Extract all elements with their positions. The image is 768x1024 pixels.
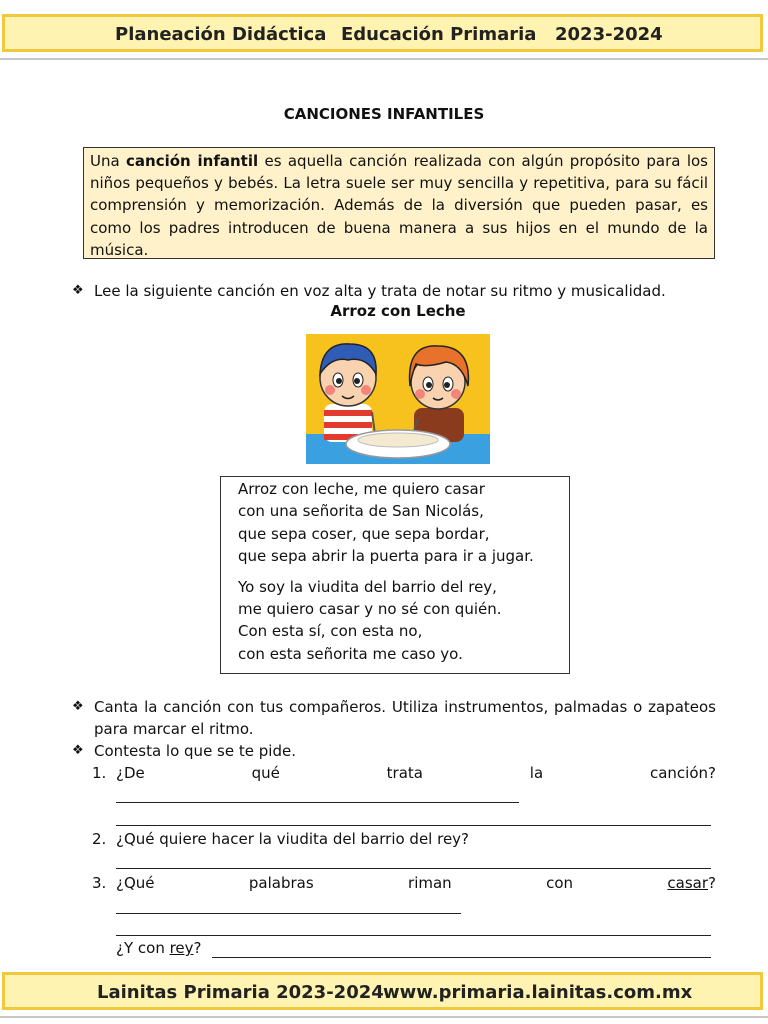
- word: con: [546, 874, 574, 892]
- word: riman: [408, 874, 452, 892]
- question-number: 1.: [92, 764, 107, 782]
- word: qué: [251, 764, 280, 782]
- instruction-answer: [72, 740, 716, 762]
- definition-box: [83, 147, 715, 259]
- instruction-sing-text: Canta la canción con tus compañeros. Utiliza instrumentos, palmadas o zapateos para marcar el ritmo.: [94, 698, 716, 738]
- question-3b-prefix: ¿Y con: [116, 939, 170, 957]
- header-divider: [0, 58, 768, 60]
- word: ¿De: [116, 764, 145, 782]
- instruction-read-text: Lee la siguiente canción en voz alta y trata de notar su ritmo y musicalidad.: [94, 282, 666, 300]
- song-title: Arroz con Leche: [330, 302, 466, 320]
- footer-url-link[interactable]: www.primaria.lainitas.com.mx: [383, 982, 693, 1003]
- question-1: [92, 762, 716, 784]
- header-center-text: Educación Primaria: [341, 24, 537, 45]
- footer-left-text: Lainitas Primaria 2023-2024: [97, 982, 384, 1003]
- lyrics-box: [220, 476, 570, 674]
- lyrics-stanza-2: [238, 576, 569, 666]
- word: palabras: [248, 874, 314, 892]
- question-3b: [116, 937, 716, 959]
- definition-prefix: Una: [90, 152, 127, 170]
- question-mark: ?: [708, 874, 716, 892]
- header-year-text: 2023-2024: [555, 24, 663, 45]
- bullet-icon: ❖: [72, 743, 84, 758]
- question-mark: ?: [193, 939, 202, 957]
- lyric-line: que sepa abrir la puerta para ir a jugar.: [238, 547, 534, 566]
- lyric-line: con una señorita de San Nicolás,: [238, 502, 484, 521]
- lyric-line: Con esta sí, con esta no,: [238, 622, 423, 641]
- instruction-sing: [72, 696, 716, 740]
- answer-line[interactable]: [212, 957, 711, 958]
- answer-line[interactable]: [116, 868, 711, 869]
- question-number: 3.: [92, 874, 107, 892]
- keyword: casar: [667, 874, 709, 892]
- lyric-line: con esta señorita me caso yo.: [238, 644, 463, 663]
- footer-divider: [0, 1016, 768, 1018]
- answer-line[interactable]: [116, 825, 711, 826]
- keyword-casar: [667, 872, 716, 894]
- page-title: CANCIONES INFANTILES: [283, 105, 485, 123]
- question-1-text: [116, 762, 716, 784]
- instruction-answer-text: Contesta lo que se te pide.: [94, 742, 296, 760]
- lyric-line: Yo soy la viudita del barrio del rey,: [238, 577, 497, 596]
- question-2-text: ¿Qué quiere hacer la viudita del barrio del rey?: [116, 830, 470, 848]
- question-3: [92, 872, 716, 894]
- word: trata: [386, 764, 423, 782]
- bullet-icon: ❖: [72, 283, 84, 298]
- instruction-read: [72, 280, 716, 302]
- lyric-line: Arroz con leche, me quiero casar: [238, 480, 485, 498]
- header-left-text: Planeación Didáctica: [115, 24, 327, 45]
- word: la: [529, 764, 544, 782]
- answer-line[interactable]: [116, 802, 519, 803]
- lyric-line: me quiero casar y no sé con quién.: [238, 600, 502, 619]
- question-3-text: [116, 872, 716, 894]
- lyric-line: que sepa coser, que sepa bordar,: [238, 524, 490, 543]
- header-banner: [2, 14, 763, 52]
- keyword-rey: rey: [169, 939, 194, 957]
- answer-line[interactable]: [116, 913, 461, 914]
- bullet-icon: ❖: [72, 699, 84, 714]
- answer-line[interactable]: [116, 935, 711, 936]
- word: canción?: [649, 764, 716, 782]
- word: ¿Qué: [116, 874, 155, 892]
- definition-term: canción infantil: [126, 152, 259, 170]
- footer-banner: [2, 972, 763, 1010]
- children-eating-illustration: [306, 334, 490, 464]
- question-number: 2.: [92, 830, 107, 848]
- question-2: [92, 828, 716, 850]
- lyrics-stanza-1: [238, 478, 569, 568]
- definition-text: es aquella canción realizada con algún propósito para los niños pequeños y bebés. La letra suele ser muy sencilla y repetitiva, para su fácil comprensión y memorización. Además de la diversión que pueden pasar, es como los padres introducen de buena manera a sus hijos en el mundo de la música.: [90, 152, 708, 259]
